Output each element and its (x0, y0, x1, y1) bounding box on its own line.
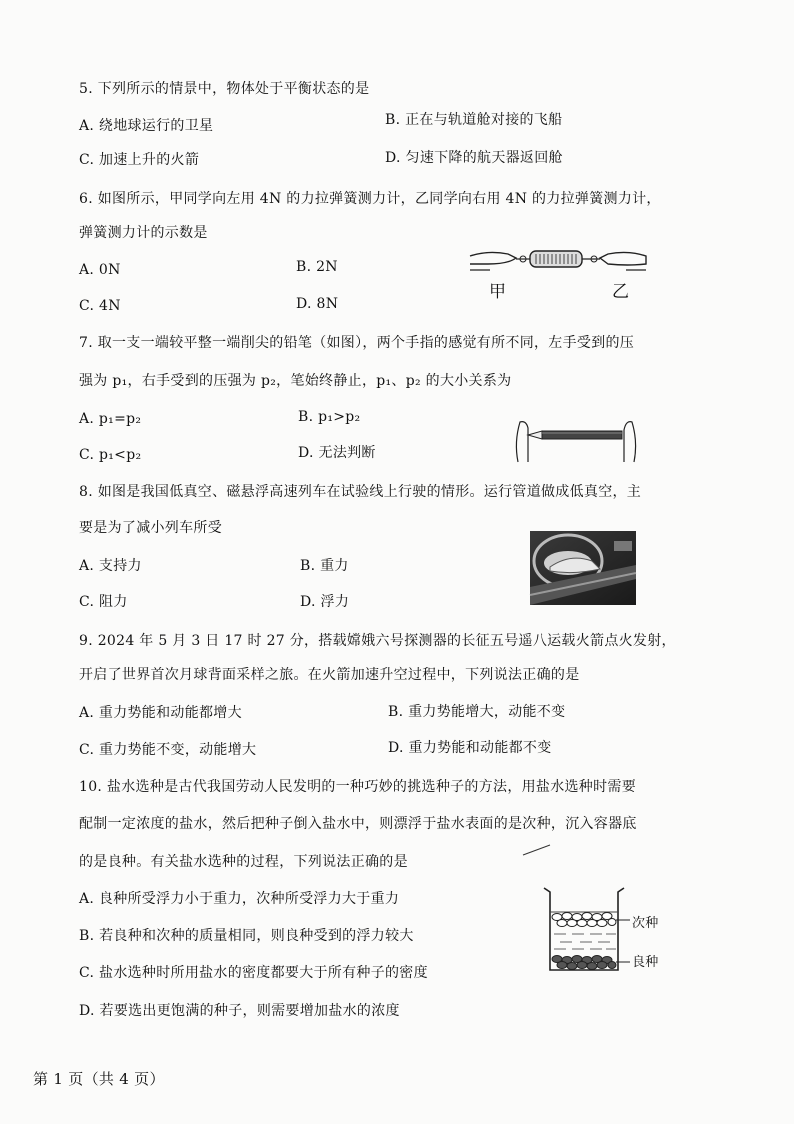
q9-stem-line2: 开启了世界首次月球背面采样之旅。在火箭加速升空过程中，下列说法正确的是 (79, 667, 580, 683)
q7-option-b: B. p₁>p₂ (298, 409, 361, 425)
q7-option-d: D. 无法判断 (298, 445, 376, 461)
q7-option-c: C. p₁<p₂ (79, 447, 142, 463)
label-inferior-seed: 次种 (632, 916, 659, 931)
q9-option-c: C. 重力势能不变，动能增大 (79, 742, 257, 758)
page-footer: 第 1 页（共 4 页） (33, 1070, 165, 1088)
q5-option-c: C. 加速上升的火箭 (79, 152, 200, 168)
q7-stem-line2: 强为 p₁，右手受到的压强为 p₂，笔始终静止，p₁、p₂ 的大小关系为 (79, 373, 512, 389)
q8-stem-line2: 要是为了减小列车所受 (79, 520, 222, 536)
figure-label-jia: 甲 (489, 282, 507, 302)
q9-option-b: B. 重力势能增大，动能不变 (388, 704, 566, 720)
scan-mark (522, 843, 552, 857)
q6-option-c: C. 4N (79, 298, 121, 314)
q6-stem-line2: 弹簧测力计的示数是 (79, 225, 208, 241)
q9-stem-line1: 9. 2024 年 5 月 3 日 17 时 27 分，搭载嫦娥六号探测器的长征五号遥八运载火箭点火发射， (79, 633, 676, 649)
q5-option-d: D. 匀速下降的航天器返回舱 (385, 150, 563, 166)
q7-option-a: A. p₁=p₂ (79, 411, 142, 427)
q8-option-d: D. 浮力 (300, 594, 350, 610)
q6-option-d: D. 8N (296, 296, 339, 312)
q6-stem-line1: 6. 如图所示，甲同学向左用 4N 的力拉弹簧测力计，乙同学向右用 4N 的力拉弹簧测力计， (79, 191, 661, 207)
q10-option-d: D. 若要选出更饱满的种子，则需要增加盐水的浓度 (79, 1003, 400, 1019)
q8-option-c: C. 阻力 (79, 594, 128, 610)
q6-option-a: A. 0N (79, 262, 121, 278)
q9-option-d: D. 重力势能和动能都不变 (388, 740, 552, 756)
figure-label-yi: 乙 (612, 282, 630, 302)
q9-option-a: A. 重力势能和动能都增大 (79, 705, 242, 721)
q10-stem-line2: 配制一定浓度的盐水，然后把种子倒入盐水中，则漂浮于盐水表面的是次种，沉入容器底 (79, 816, 637, 832)
q6-option-b: B. 2N (296, 259, 338, 275)
spring-scale-figure (468, 242, 648, 278)
q5-stem: 5. 下列所示的情景中，物体处于平衡状态的是 (79, 81, 370, 97)
pencil-figure (508, 418, 644, 464)
q7-stem-line1: 7. 取一支一端较平整一端削尖的铅笔（如图），两个手指的感觉有所不同，左手受到的压 (79, 335, 635, 351)
q10-stem-line1: 10. 盐水选种是古代我国劳动人民发明的一种巧妙的挑选种子的方法，用盐水选种时需要 (79, 779, 637, 795)
label-good-seed: 良种 (632, 955, 659, 970)
maglev-train-photo (530, 531, 636, 605)
q10-option-c: C. 盐水选种时所用盐水的密度都要大于所有种子的密度 (79, 965, 428, 981)
q10-stem-line3: 的是良种。有关盐水选种的过程，下列说法正确的是 (79, 854, 408, 870)
q10-option-b: B. 若良种和次种的质量相同，则良种受到的浮力较大 (79, 928, 414, 944)
q5-option-b: B. 正在与轨道舱对接的飞船 (385, 112, 563, 128)
salt-water-beaker-figure (540, 886, 632, 976)
q8-option-a: A. 支持力 (79, 558, 142, 574)
q5-option-a: A. 绕地球运行的卫星 (79, 118, 214, 134)
q8-option-b: B. 重力 (300, 558, 349, 574)
q8-stem-line1: 8. 如图是我国低真空、磁悬浮高速列车在试验线上行驶的情形。运行管道做成低真空，主 (79, 484, 642, 500)
q10-option-a: A. 良种所受浮力小于重力，次种所受浮力大于重力 (79, 891, 400, 907)
